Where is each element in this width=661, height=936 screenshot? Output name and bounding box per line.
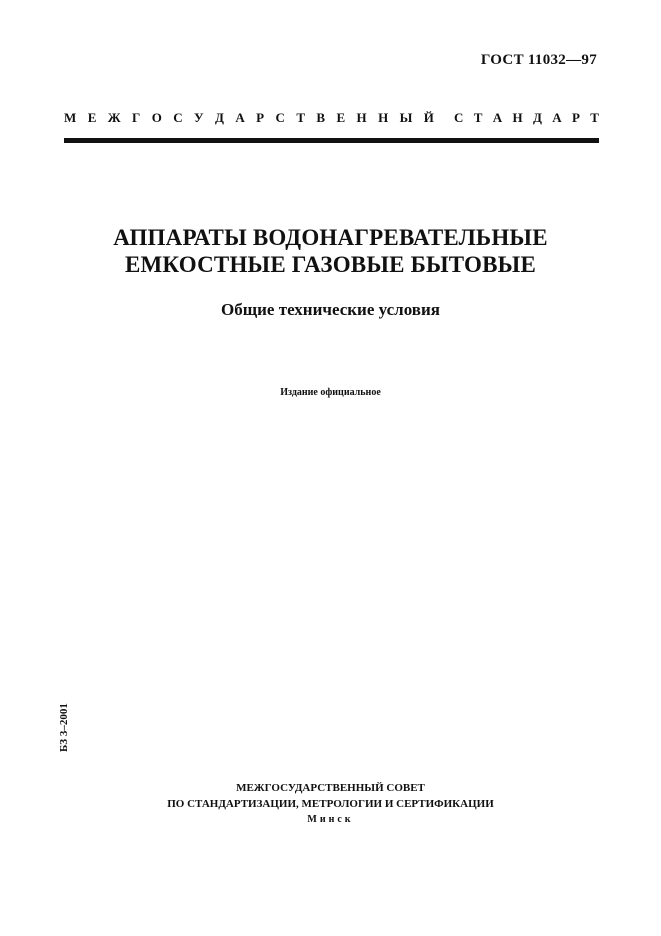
letter: А xyxy=(235,110,245,125)
letter: Й xyxy=(423,110,434,125)
standard-type-word-2 xyxy=(454,110,599,126)
document-subtitle: Общие технические условия xyxy=(221,300,440,319)
letter: Г xyxy=(132,110,141,125)
letter: Н xyxy=(356,110,367,125)
letter: А xyxy=(552,110,562,125)
standard-type-word-1 xyxy=(64,110,434,126)
letter: Е xyxy=(336,110,346,125)
header-band xyxy=(64,110,599,143)
letter: О xyxy=(151,110,162,125)
letter: С xyxy=(454,110,464,125)
letter: Н xyxy=(512,110,523,125)
letter: М xyxy=(64,110,77,125)
letter: Д xyxy=(215,110,224,125)
title-line-1: АППАРАТЫ ВОДОНАГРЕВАТЕЛЬНЫЕ xyxy=(113,225,548,250)
letter: Е xyxy=(87,110,97,125)
letter: Т xyxy=(296,110,305,125)
publisher-line-2: ПО СТАНДАРТИЗАЦИИ, МЕТРОЛОГИИ И СЕРТИФИКАЦИИ xyxy=(167,798,494,810)
letter: Ы xyxy=(399,110,413,125)
letter: Т xyxy=(473,110,483,125)
publisher-city: Минск xyxy=(307,814,354,825)
side-code: БЗ 3–2001 xyxy=(58,703,70,752)
letter: В xyxy=(316,110,326,125)
letter: Т xyxy=(590,110,599,125)
letter: Н xyxy=(378,110,389,125)
publisher-line-1: МЕЖГОСУДАРСТВЕННЫЙ СОВЕТ xyxy=(236,782,425,794)
letter: А xyxy=(492,110,503,125)
letter: Р xyxy=(256,110,265,125)
header-rule xyxy=(64,138,599,143)
title-line-2: ЕМКОСТНЫЕ ГАЗОВЫЕ БЫТОВЫЕ xyxy=(124,252,537,277)
letter: Ж xyxy=(107,110,121,125)
letter: Р xyxy=(571,110,580,125)
letter: С xyxy=(173,110,183,125)
letter: С xyxy=(275,110,285,125)
edition-note: Издание официальное xyxy=(280,387,381,398)
standard-type-label xyxy=(64,110,599,126)
document-number: ГОСТ 11032—97 xyxy=(480,52,597,68)
document-title xyxy=(0,224,661,278)
letter: У xyxy=(194,110,204,125)
letter: Д xyxy=(532,110,542,125)
publisher-block xyxy=(0,780,661,828)
